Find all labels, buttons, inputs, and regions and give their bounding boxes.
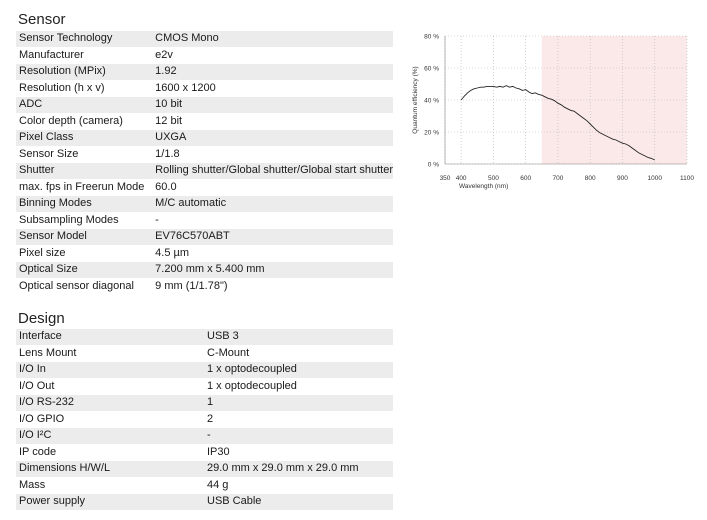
- spec-label: Shutter: [16, 163, 152, 180]
- chart-x-tick-label: 900: [617, 175, 628, 182]
- spec-row: [16, 428, 393, 445]
- spec-value: 1.92: [152, 64, 393, 81]
- spec-row: [16, 229, 393, 246]
- spec-row: [16, 163, 393, 180]
- spec-value: 4.5 µm: [152, 245, 393, 262]
- chart-highlight-band: [542, 36, 687, 164]
- spec-row: [16, 262, 393, 279]
- spec-value: EV76C570ABT: [152, 229, 393, 246]
- spec-row: [16, 411, 393, 428]
- spec-label: I/O Out: [16, 378, 204, 395]
- spec-row: [16, 362, 393, 379]
- spec-row: [16, 378, 393, 395]
- spec-value: UXGA: [152, 130, 393, 147]
- spec-value: USB 3: [204, 329, 393, 345]
- spec-row: [16, 278, 393, 295]
- spec-value: e2v: [152, 47, 393, 64]
- spec-value: 1 x optodecoupled: [204, 378, 393, 395]
- spec-row: [16, 80, 393, 97]
- spec-label: Power supply: [16, 494, 204, 511]
- spec-label: Subsampling Modes: [16, 212, 152, 229]
- spec-row: [16, 47, 393, 64]
- spec-label: Sensor Size: [16, 146, 152, 163]
- spec-label: I/O In: [16, 362, 204, 379]
- chart-x-tick-label: 1000: [647, 175, 662, 182]
- spec-value: C-Mount: [204, 345, 393, 362]
- spec-value: 1/1.8: [152, 146, 393, 163]
- spec-row: [16, 64, 393, 81]
- spec-label: Optical sensor diagonal: [16, 278, 152, 295]
- spec-label: Pixel Class: [16, 130, 152, 147]
- spec-label: I/O RS-232: [16, 395, 204, 412]
- spec-value: 7.200 mm x 5.400 mm: [152, 262, 393, 279]
- spec-value: IP30: [204, 444, 393, 461]
- chart-x-axis-label: Wavelength (nm): [459, 183, 509, 190]
- chart-y-tick-label: 0 %: [427, 161, 439, 169]
- spec-row: [16, 113, 393, 130]
- spec-label: Sensor Technology: [16, 31, 152, 47]
- chart-y-tick-label: 40 %: [424, 97, 439, 105]
- sensor-spec-table: [16, 31, 393, 295]
- design-spec-table: [16, 329, 393, 511]
- spec-label: Optical Size: [16, 262, 152, 279]
- chart-x-tick-label: 800: [584, 175, 596, 182]
- spec-row: [16, 494, 393, 511]
- spec-label: Resolution (h x v): [16, 80, 152, 97]
- spec-row: [16, 97, 393, 114]
- spec-label: Mass: [16, 477, 204, 494]
- spec-value: 1600 x 1200: [152, 80, 393, 97]
- spec-value: 1 x optodecoupled: [204, 362, 393, 379]
- chart-x-tick-label: 350: [439, 175, 451, 182]
- chart-x-tick-label: 700: [552, 175, 564, 182]
- spec-label: Interface: [16, 329, 204, 345]
- spec-value: 29.0 mm x 29.0 mm x 29.0 mm: [204, 461, 393, 478]
- chart-y-tick-label: 20 %: [424, 129, 439, 137]
- spec-row: [16, 444, 393, 461]
- spec-row: [16, 245, 393, 262]
- spec-value: Rolling shutter/Global shutter/Global start shutter: [152, 163, 393, 180]
- spec-label: Color depth (camera): [16, 113, 152, 130]
- spec-row: [16, 395, 393, 412]
- spec-row: [16, 345, 393, 362]
- spec-value: 12 bit: [152, 113, 393, 130]
- spec-row: [16, 31, 393, 47]
- chart-y-tick-label: 60 %: [424, 65, 439, 73]
- spec-label: max. fps in Freerun Mode: [16, 179, 152, 196]
- chart-x-tick-label: 1100: [680, 175, 694, 182]
- spec-row: [16, 477, 393, 494]
- spec-label: IP code: [16, 444, 204, 461]
- spec-value: 10 bit: [152, 97, 393, 114]
- spec-row: [16, 146, 393, 163]
- spec-label: Manufacturer: [16, 47, 152, 64]
- spec-label: Pixel size: [16, 245, 152, 262]
- spec-value: 2: [204, 411, 393, 428]
- spec-label: Dimensions H/W/L: [16, 461, 204, 478]
- spec-value: 60.0: [152, 179, 393, 196]
- spec-label: Sensor Model: [16, 229, 152, 246]
- chart-x-tick-label: 500: [487, 175, 499, 182]
- chart-y-axis-label: Quantum efficiency (%): [412, 66, 419, 134]
- spec-value: -: [152, 212, 393, 229]
- spec-value: CMOS Mono: [152, 31, 393, 47]
- spec-label: Binning Modes: [16, 196, 152, 213]
- chart-x-tick-label: 600: [520, 175, 532, 182]
- spec-row: [16, 179, 393, 196]
- spec-value: M/C automatic: [152, 196, 393, 213]
- spec-value: 9 mm (1/1.78"): [152, 278, 393, 295]
- spec-label: I/O I²C: [16, 428, 204, 445]
- sensor-section-title: Sensor: [18, 11, 66, 28]
- quantum-efficiency-chart: [405, 28, 697, 196]
- spec-value: -: [204, 428, 393, 445]
- spec-row: [16, 130, 393, 147]
- spec-label: I/O GPIO: [16, 411, 204, 428]
- spec-row: [16, 196, 393, 213]
- spec-row: [16, 461, 393, 478]
- spec-label: Resolution (MPix): [16, 64, 152, 81]
- spec-value: USB Cable: [204, 494, 393, 511]
- chart-y-tick-label: 80 %: [424, 33, 439, 41]
- design-section-title: Design: [18, 310, 65, 327]
- spec-row: [16, 329, 393, 345]
- chart-x-tick-label: 400: [455, 175, 467, 182]
- spec-label: Lens Mount: [16, 345, 204, 362]
- spec-value: 1: [204, 395, 393, 412]
- spec-value: 44 g: [204, 477, 393, 494]
- spec-row: [16, 212, 393, 229]
- spec-label: ADC: [16, 97, 152, 114]
